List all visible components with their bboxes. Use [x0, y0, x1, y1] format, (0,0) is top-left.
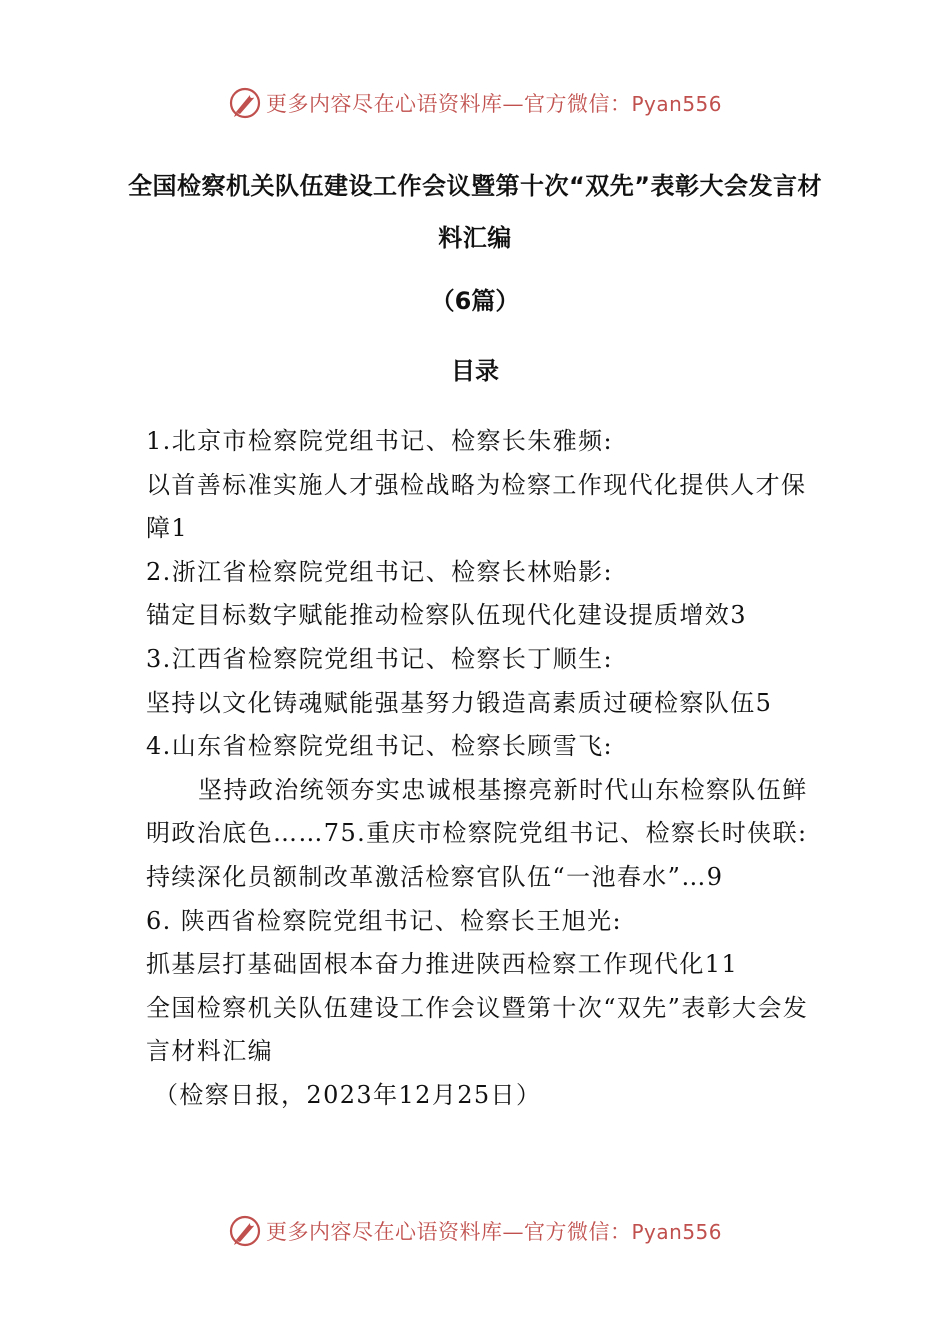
- toc-line: 抓基层打基础固根本奋力推进陕西检察工作现代化11: [146, 950, 739, 979]
- table-of-contents: [146, 420, 810, 1118]
- watermark-handle: Pyan556: [631, 92, 722, 116]
- document-title: 全国检察机关队伍建设工作会议暨第十次“双先”表彰大会发言材料汇编: [127, 172, 823, 252]
- toc-line: 以首善标准实施人才强检战略为检察工作现代化提供人才保障1: [146, 470, 807, 543]
- watermark-footer: [0, 1211, 950, 1251]
- toc-line: 2.浙江省检察院党组书记、检察长林贻影:: [146, 557, 613, 586]
- article-count: （6篇）: [430, 287, 520, 315]
- watermark-text: 更多内容尽在心语资料库—官方微信：Pyan556: [265, 1220, 722, 1244]
- toc-line: 持续深化员额制改革激活检察官队伍“一池春水”…9: [146, 862, 724, 891]
- toc-source-line: （检察日报，2023年12月25日）: [154, 1080, 542, 1109]
- toc-line: 坚持政治统领夯实忠诚根基擦亮新时代山东检察队伍鲜明政治底色……75.重庆市检察院党组书记、检察长时侠联:: [146, 775, 808, 848]
- toc-line: 锚定目标数字赋能推动检察队伍现代化建设提质增效3: [146, 601, 747, 630]
- toc-line: 全国检察机关队伍建设工作会议暨第十次“双先”表彰大会发言材料汇编: [146, 993, 809, 1066]
- pen-circle-logo-icon: [228, 1214, 262, 1248]
- pen-circle-logo-icon: [228, 86, 262, 120]
- watermark-text: 更多内容尽在心语资料库—官方微信：Pyan556: [265, 92, 722, 116]
- watermark-handle: Pyan556: [631, 1220, 722, 1244]
- toc-line: 4.山东省检察院党组书记、检察长顾雪飞:: [146, 732, 613, 761]
- watermark-header: [0, 83, 950, 123]
- toc-line: 6. 陕西省检察院党组书记、检察长王旭光:: [146, 906, 623, 935]
- toc-heading: 目录: [451, 357, 499, 385]
- toc-line: 1.北京市检察院党组书记、检察长朱雅频:: [146, 427, 613, 455]
- toc-line: 3.江西省检察院党组书记、检察长丁顺生:: [146, 644, 613, 673]
- toc-line: 坚持以文化铸魂赋能强基努力锻造高素质过硬检察队伍5: [146, 688, 773, 717]
